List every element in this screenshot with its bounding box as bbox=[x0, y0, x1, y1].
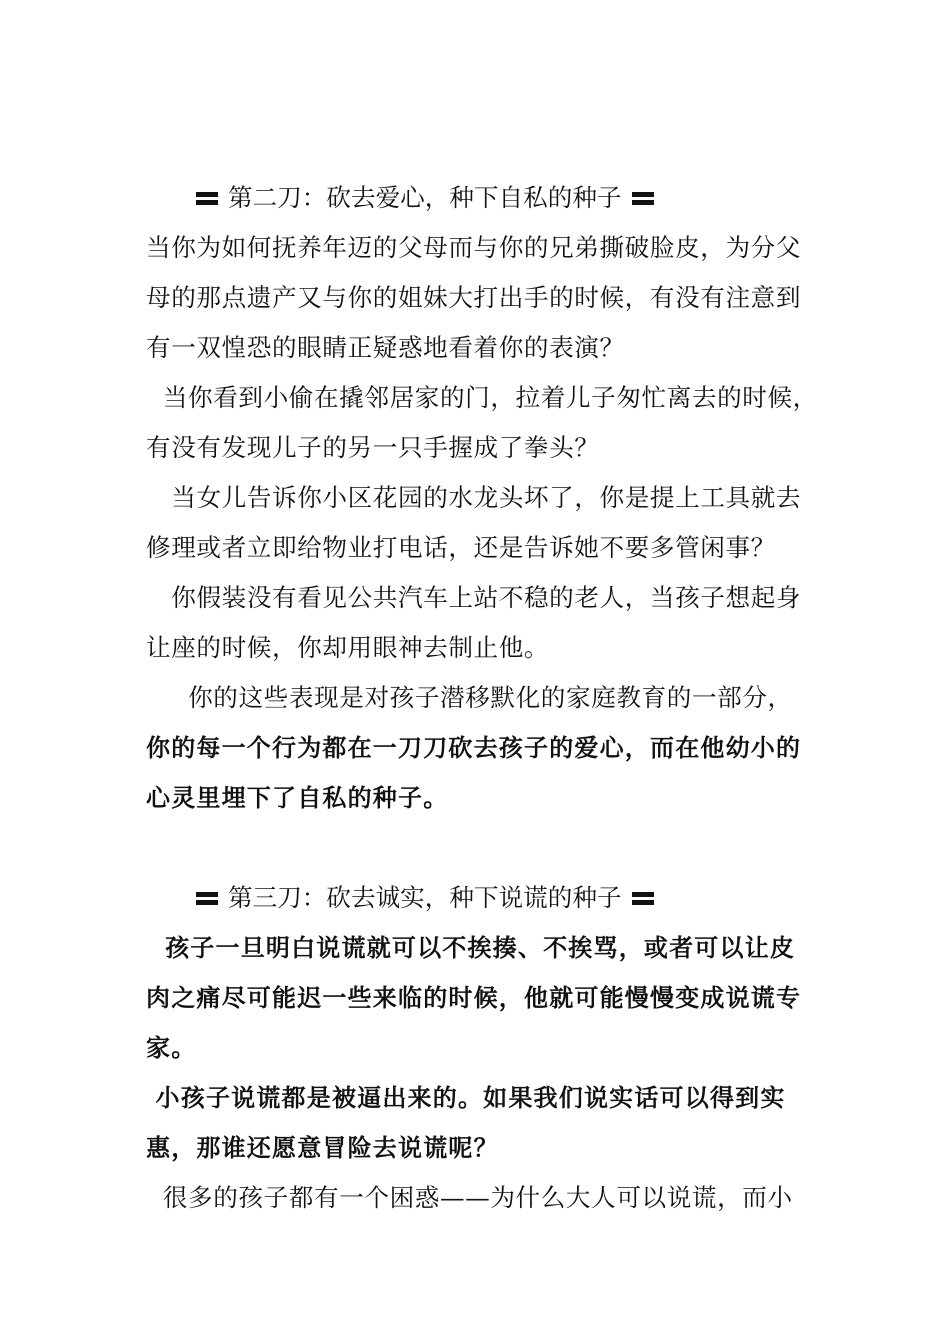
paragraph-line: 很多的孩子都有一个困惑——为什么大人可以说谎，而小 bbox=[146, 1183, 793, 1212]
bold-paragraph-line: 你的每一个行为都在一刀刀砍去孩子的爱心，而在他幼小的 bbox=[146, 734, 802, 762]
double-bar-icon bbox=[196, 891, 218, 906]
double-bar-icon bbox=[196, 191, 218, 206]
paragraph-line: 让座的时候，你却用眼神去制止他。 bbox=[146, 633, 550, 662]
bold-paragraph-line: 心灵里埋下了自私的种子。 bbox=[146, 784, 449, 812]
paragraph-line: 当你为如何抚养年迈的父母而与你的兄弟撕破脸皮，为分父 bbox=[146, 233, 802, 262]
paragraph-line: 你假装没有看见公共汽车上站不稳的老人，当孩子想起身 bbox=[146, 583, 802, 612]
bold-paragraph-line: 肉之痛尽可能迟一些来临的时候，他就可能慢慢变成说谎专 bbox=[146, 984, 802, 1012]
paragraph-line: 当女儿告诉你小区花园的水龙头坏了，你是提上工具就去 bbox=[146, 483, 802, 512]
bold-paragraph-line: 惠，那谁还愿意冒险去说谎呢？ bbox=[146, 1134, 499, 1162]
bold-paragraph-line: 孩子一旦明白说谎就可以不挨揍、不挨骂，或者可以让皮 bbox=[146, 934, 796, 962]
paragraph-line: 修理或者立即给物业打电话，还是告诉她不要多管闲事？ bbox=[146, 533, 776, 562]
section-3-heading-text: 第三刀：砍去诚实，种下说谎的种子 bbox=[228, 883, 622, 912]
paragraph-line: 有一双惶恐的眼睛正疑惑地看着你的表演？ bbox=[146, 333, 625, 362]
paragraph-line: 母的那点遗产又与你的姐妹大打出手的时候，有没有注意到 bbox=[146, 283, 802, 312]
double-bar-icon bbox=[632, 191, 654, 206]
paragraph-line: 有没有发现儿子的另一只手握成了拳头？ bbox=[146, 433, 600, 462]
section-2-heading bbox=[196, 173, 654, 223]
paragraph-line: 当你看到小偷在撬邻居家的门，拉着儿子匆忙离去的时候， bbox=[146, 383, 818, 412]
bold-paragraph-line: 家。 bbox=[146, 1034, 197, 1062]
bold-paragraph-line: 小孩子说谎都是被逼出来的。如果我们说实话可以得到实 bbox=[146, 1084, 786, 1112]
section-3-heading bbox=[196, 873, 654, 923]
section-2-heading-text: 第二刀：砍去爱心，种下自私的种子 bbox=[228, 183, 622, 212]
paragraph-line: 你的这些表现是对孩子潜移默化的家庭教育的一部分， bbox=[146, 683, 793, 712]
double-bar-icon bbox=[632, 891, 654, 906]
